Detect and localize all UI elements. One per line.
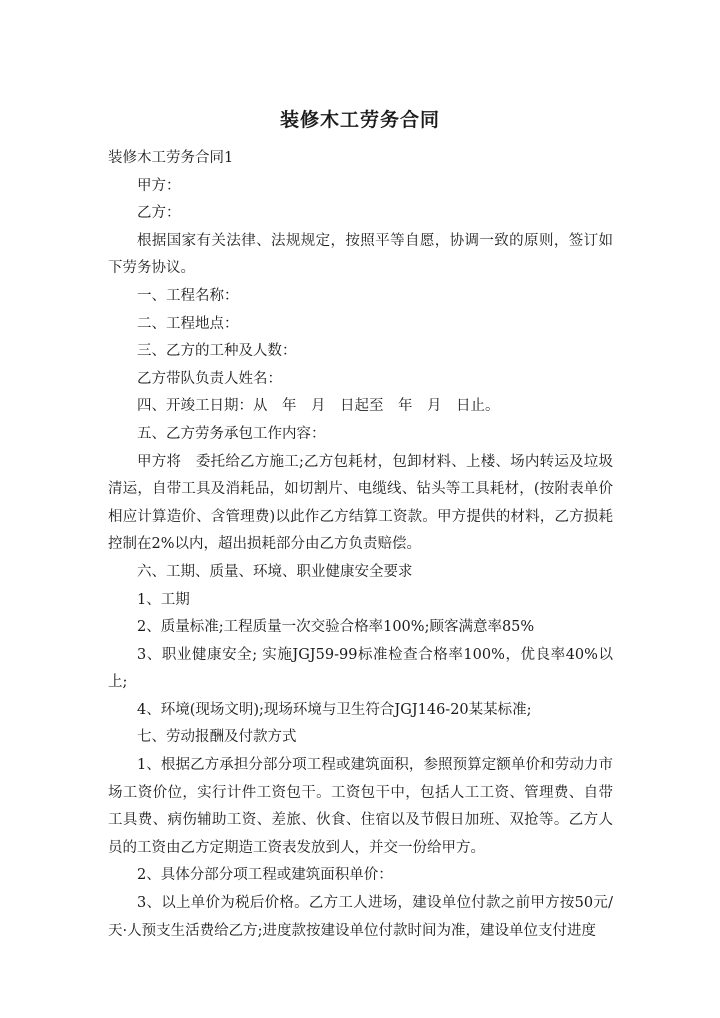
document-subtitle: 装修木工劳务合同1 [108, 150, 234, 166]
trade-headcount-line: 三、乙方的工种及人数： [137, 343, 297, 360]
quality-item: 2、质量标准;工程质量一次交验合格率100%;顾客满意率85% [137, 619, 535, 636]
payment-paragraph-3: 3、以上单价为税后价格。乙方工人进场，建设单位付款之前甲方按50元/天·人预支生活费给乙方;进度款按建设单位付款时间为准，建设单位支付进度 [108, 895, 613, 939]
project-name-line: 一、工程名称： [137, 287, 239, 304]
party-a-line: 甲方： [137, 177, 181, 194]
payment-paragraph-1: 1、根据乙方承担分部分项工程或建筑面积，参照预算定额单价和劳动力市场工资价位，实行计件工资包干。工资包干中，包括人工工资、管理费、自带工具费、病伤辅助工资、差旅、伙食、住宿以及节假日加班、双抢等。乙方人员的工资由乙方定期造工资表发放到人，并交一份给甲方。 [108, 757, 613, 856]
payment-paragraph-2: 2、具体分部分项工程或建筑面积单价： [137, 867, 393, 884]
safety-item: 3、职业健康安全; 实施JGJ59-99标准检查合格率100%，优良率40%以上; [108, 646, 613, 691]
schedule-item: 1、工期 [137, 591, 190, 608]
team-leader-line: 乙方带队负责人姓名： [137, 370, 282, 387]
environment-item: 4、环境(现场文明);现场环境与卫生符合JGJ146-20某某标准; [137, 701, 532, 718]
document-body [108, 145, 613, 945]
document-title: 装修木工劳务合同 [279, 109, 440, 131]
party-b-line: 乙方： [137, 205, 181, 222]
scope-heading: 五、乙方劳务承包工作内容： [137, 425, 326, 442]
requirements-heading: 六、工期、质量、环境、职业健康安全要求 [137, 563, 413, 580]
project-location-line: 二、工程地点： [137, 315, 239, 332]
intro-paragraph: 根据国家有关法律、法规规定，按照平等自愿，协调一致的原则，签订如下劳务协议。 [108, 232, 613, 277]
dates-line: 四、开竣工日期：从 年 月 日起至 年 月 日止。 [137, 398, 500, 415]
scope-paragraph: 甲方将 委托给乙方施工;乙方包耗材，包卸材料、上楼、场内转运及垃圾清运，自带工具及消耗品，如切割片、电缆线、钻头等工具耗材，(按附表单价相应计算造价、含管理费)以此作乙方结算工资款。甲方提供的材料，乙方损耗控制在2%以内，超出损耗部分由乙方负责赔偿。 [108, 453, 613, 553]
payment-heading: 七、劳动报酬及付款方式 [137, 729, 297, 746]
